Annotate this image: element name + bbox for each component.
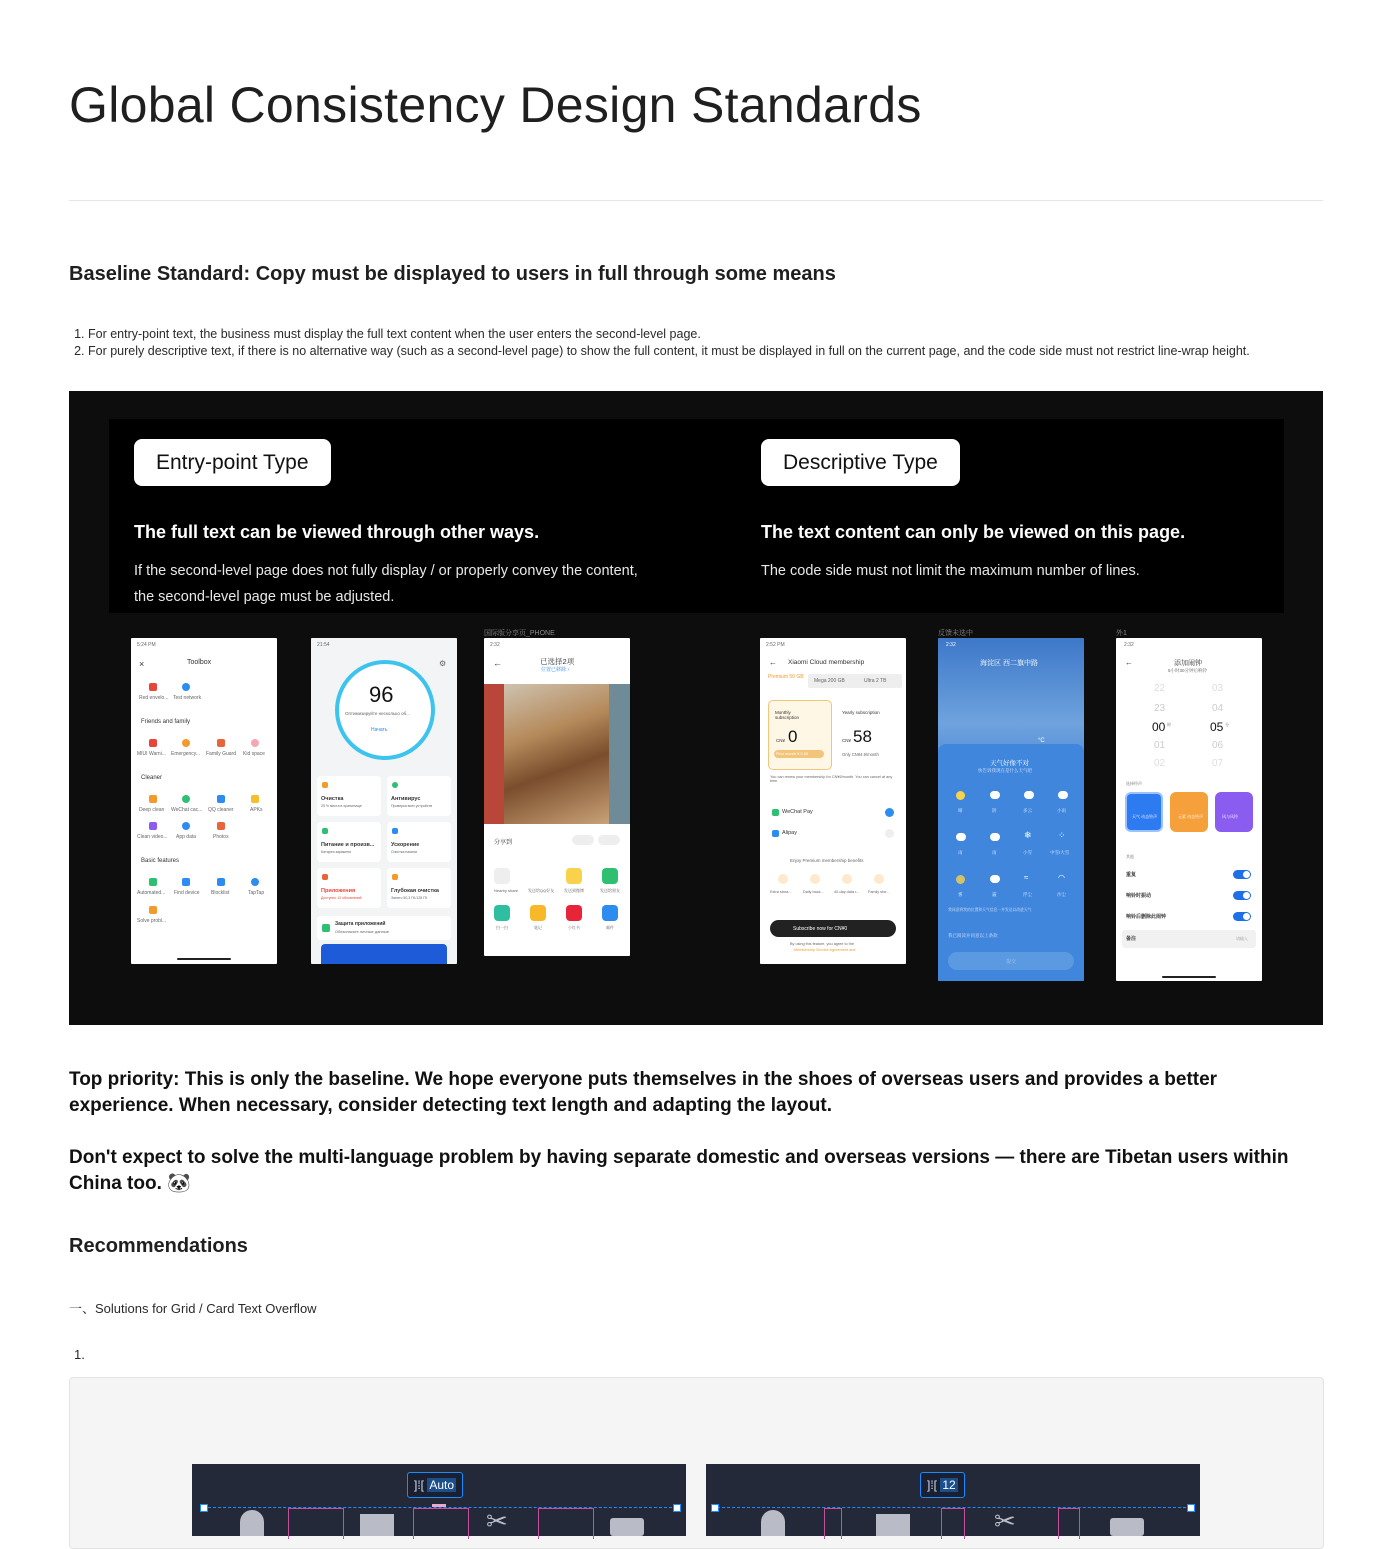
share-caption: 国际版分享页_PHONE (484, 630, 555, 637)
restore-icon (842, 874, 852, 884)
status-time: 5:24 PM (137, 642, 156, 648)
app-label: Nearby share (494, 888, 519, 893)
yearly-price: 58 (853, 727, 872, 746)
back-icon[interactable]: ← (769, 658, 777, 667)
deep-clean-icon (392, 874, 398, 880)
tool-label: Red envelo... (139, 695, 169, 701)
solve-icon (149, 906, 157, 914)
home-indicator (177, 958, 231, 960)
yearly-label: Yearly subscription (842, 710, 880, 715)
ring-wind[interactable] (1215, 792, 1253, 832)
radio-unchecked[interactable] (885, 829, 894, 838)
app-label: 扫一扫 (496, 925, 508, 930)
tile-sub: Занято 50,3 ГБ/128 ГБ (391, 896, 428, 900)
emergency-icon (182, 739, 190, 747)
clean-icon (149, 795, 157, 803)
antivirus-icon (392, 782, 398, 788)
subscribe-label: Subscribe now for CN¥0 (793, 926, 848, 932)
multi-language-paragraph: Don't expect to solve the multi-language problem by having separate domestic and overseas versions — there are Tibetan users within China too. 🐼 (69, 1147, 1289, 1194)
wechat-icon[interactable] (602, 868, 618, 884)
cloud-title: Xiaomi Cloud membership (788, 659, 865, 666)
alarm-caption: 外1 (1116, 630, 1127, 637)
section-friends: Friends and family (141, 719, 191, 725)
find-icon (182, 878, 190, 886)
editor-auto (192, 1464, 686, 1536)
list-item: 1. For entry-point text, the business must display the full text content when the user enters the second-level page. (88, 326, 1338, 343)
auto-icon (149, 878, 157, 886)
weather-label: 雨 (992, 850, 997, 855)
fixed-gap-tag[interactable] (920, 1472, 965, 1498)
share-subtitle: 位置已移除 › (541, 667, 570, 673)
app-label: 小红书 (568, 925, 580, 930)
score-value: 96 (369, 682, 394, 707)
tool-label: Solve probl... (137, 918, 167, 924)
yearly-note: Only CN¥4.9/month (842, 752, 879, 757)
monthly-label: Monthly subscription (775, 710, 800, 720)
apps-icon (322, 874, 328, 880)
cloud-screenshot (760, 638, 906, 964)
hour-selected[interactable]: 00 (1152, 720, 1166, 734)
weibo-icon[interactable] (566, 868, 582, 884)
close-icon: × (139, 659, 145, 669)
status-time: 21:54 (317, 642, 330, 648)
share-to-label: 分享到 (494, 840, 513, 846)
tool-label: Clean video... (137, 834, 168, 840)
tile-title: Питание и произв... (321, 842, 375, 848)
notes-icon[interactable] (530, 905, 546, 921)
wechat-pay-icon (772, 809, 779, 816)
tool-label: Automated... (137, 890, 166, 896)
hour-unit: 时 (1167, 722, 1171, 727)
alarm-screenshot (1116, 638, 1262, 981)
taptap-icon (251, 878, 259, 886)
minute-option[interactable]: 07 (1212, 758, 1224, 769)
weather-label: 阴 (992, 808, 997, 813)
tool-label: Kid space (243, 751, 265, 757)
share-screenshot (484, 638, 630, 956)
app-label: 笔记 (534, 925, 542, 930)
radio-checked[interactable] (885, 808, 894, 817)
weather-caption: 反馈未选中 (938, 630, 973, 637)
priority-paragraph: Top priority: This is only the baseline. We hope everyone puts themselves in the shoes of overseas users and provides a better experience. When necessary, consider detecting text length and adapting the layout. (69, 1069, 1218, 1116)
app-data-icon (182, 822, 190, 830)
qq-icon (217, 795, 225, 803)
eye-toggle[interactable] (572, 835, 594, 845)
terms-link[interactable]: Membership Service Agreement and (794, 948, 856, 952)
agree-checkbox[interactable]: 我已阅读并同意以上条款 (948, 933, 998, 938)
alipay-icon (772, 830, 779, 837)
descriptive-heading: The text content can only be viewed on this page. (761, 522, 1186, 542)
item-frame (941, 1508, 965, 1539)
battery-icon (322, 828, 328, 834)
section-cleaner: Cleaner (141, 775, 163, 781)
nearby-share-icon[interactable] (494, 868, 510, 884)
weather-label: 小雪 (1023, 850, 1032, 855)
block-icon (217, 878, 225, 886)
repeat-toggle[interactable] (1233, 870, 1251, 879)
tile-title: Ускорение (391, 842, 420, 848)
photo-right (609, 684, 630, 824)
weather-label: 中雪/大雪 (1050, 850, 1070, 855)
protect-card (317, 916, 451, 940)
wechat-icon (182, 795, 190, 803)
alarm-title: 添加闹钟 (1174, 660, 1202, 667)
apk-icon (251, 795, 259, 803)
first-month: First month ¥ 0.00 (776, 751, 809, 756)
score-hint: Оптимизируйте несколько об... (345, 711, 410, 716)
item-frame (413, 1508, 469, 1539)
home-indicator (1162, 976, 1216, 978)
kid-icon (251, 739, 259, 747)
tool-label: Test network (173, 695, 202, 701)
sheet-title: 天气好像不对 (990, 760, 1029, 767)
vibrate-label: 响铃时振动 (1126, 893, 1152, 899)
minute-option[interactable]: 04 (1212, 703, 1224, 714)
minute-selected[interactable]: 05 (1210, 720, 1224, 734)
app-label: 邮件 (606, 925, 614, 930)
weather-label: 小雨 (1057, 808, 1066, 813)
clean-icon (322, 782, 328, 788)
play-icon (610, 1518, 644, 1536)
vibrate-toggle[interactable] (1233, 891, 1251, 900)
cast-button[interactable] (598, 835, 620, 845)
photo-main (504, 684, 609, 824)
benefit-label: Daily back... (803, 890, 824, 894)
entry-type-pill: Entry-point Type (134, 439, 331, 486)
fog-icon[interactable] (956, 875, 965, 884)
mail-icon[interactable] (602, 905, 618, 921)
currency: CN¥ (776, 738, 786, 743)
tool-label: App data (176, 834, 197, 840)
list-number: 1. (74, 1347, 85, 1362)
note-label: 备注 (1126, 936, 1137, 942)
editor-fixed (706, 1464, 1200, 1536)
padding-marker (432, 1504, 446, 1507)
bell-icon (240, 1510, 264, 1536)
descriptive-type-pill: Descriptive Type (761, 439, 960, 486)
xiaohongshu-icon[interactable] (566, 905, 582, 921)
resize-handle[interactable] (200, 1504, 208, 1512)
weather-label: 晴 (958, 808, 963, 813)
tile-title: Глубокая очистка (391, 888, 439, 894)
heavy-rain-icon[interactable] (990, 833, 1000, 841)
photos-icon (217, 822, 225, 830)
rain-icon[interactable] (956, 833, 966, 841)
weather-screenshot (938, 638, 1084, 981)
tile-sub: Батарея заряжена (321, 850, 351, 854)
play-icon (1110, 1518, 1144, 1536)
ring-name: 元素 动态铃声 (1178, 814, 1204, 819)
shield-icon (322, 924, 330, 932)
minute-unit: 分 (1225, 722, 1229, 727)
wechat-pay-label[interactable]: WeChat Pay (782, 809, 813, 815)
entry-desc-line2: the second-level page must be adjusted. (134, 589, 395, 605)
hour-option[interactable]: 22 (1154, 683, 1166, 694)
red-envelope-icon (149, 683, 157, 691)
qq-icon[interactable] (530, 868, 546, 884)
divider (69, 200, 1323, 201)
tile-sub: Доступно 12 обновлений (321, 896, 362, 900)
note-placeholder: 请输入 (1236, 936, 1248, 941)
weather-label: 浮尘 (1023, 892, 1032, 897)
section-basic: Basic features (141, 858, 180, 864)
tile-title: Антивирус (391, 796, 421, 802)
app-label: 发送给朋友 (600, 888, 620, 893)
back-icon[interactable]: ← (493, 658, 502, 668)
weather-label: 雨 (958, 850, 963, 855)
snow-icon[interactable]: ❄ (1024, 830, 1032, 840)
item-frame (288, 1508, 344, 1539)
banner (321, 944, 447, 964)
alipay-label[interactable]: Alipay (782, 830, 797, 836)
tool-label: QQ cleaner (208, 807, 234, 813)
family-icon (874, 874, 884, 884)
partly-cloudy-icon[interactable] (1024, 791, 1034, 799)
share-title: 已选择2项 (540, 657, 575, 666)
square-icon (876, 1514, 910, 1536)
toolbox-title: Toolbox (187, 659, 212, 666)
ring-elements[interactable] (1170, 792, 1208, 832)
tool-label: MIUI Warni... (137, 751, 166, 757)
sunny-icon[interactable] (956, 791, 965, 800)
tool-label: TapTap (248, 890, 265, 896)
tile-sub: Очистка памяти (391, 850, 418, 854)
benefit-label: Extra stora... (770, 890, 792, 894)
backup-icon (810, 874, 820, 884)
minute-option[interactable]: 06 (1212, 740, 1224, 751)
ring-weather[interactable] (1125, 792, 1163, 832)
haze-icon[interactable] (990, 875, 1000, 883)
tool-label: Find device (174, 890, 200, 896)
protect-sub: Обезопасьте личные данные (335, 929, 389, 934)
gap-value: 12 (942, 1478, 956, 1492)
city-name: 海淀区 西二旗中路 (980, 660, 1038, 667)
scissors-icon: ✂ (486, 1506, 508, 1536)
item-frame (1058, 1508, 1080, 1539)
ring-name: 天气 动态铃声 (1132, 814, 1158, 819)
recommendations-heading: Recommendations (69, 1235, 248, 1257)
entry-heading: The full text can be viewed through other ways. (134, 522, 540, 542)
cloudy-icon[interactable] (990, 791, 1000, 799)
ring-label: 选择铃声 (1126, 781, 1142, 786)
heavy-snow-icon[interactable]: ⁘ (1058, 830, 1066, 840)
tab-premium[interactable]: Premium 50 GB (768, 674, 804, 680)
dust-icon[interactable]: ≈ (1024, 873, 1029, 882)
renew-note: You can renew your membership for CN¥6/month. You can cancel at any time. (770, 775, 893, 783)
status-time: 2:32 (946, 642, 956, 648)
currency: CN¥ (842, 738, 852, 743)
network-icon (182, 683, 190, 691)
tile-title: Приложения (321, 888, 356, 894)
tool-label: Blocklist (211, 890, 230, 896)
auto-layout-tag[interactable] (407, 1472, 463, 1498)
hour-option[interactable]: 01 (1154, 740, 1166, 751)
tool-label: Deep clean (139, 807, 165, 813)
resize-handle[interactable] (711, 1504, 719, 1512)
tool-label: Emergency... (171, 751, 201, 757)
tool-label: Family Guard (206, 751, 237, 757)
tile-sub: 25 % места в хранилище (321, 804, 362, 808)
gap-icon: ]⁞[ (414, 1478, 425, 1492)
sheet-sub: 快告诉我现在是什么天气吧 (978, 768, 1032, 773)
delete-toggle[interactable] (1233, 912, 1251, 921)
submit-label: 提交 (1006, 959, 1017, 965)
bell-icon (761, 1510, 785, 1536)
tile-title: Очистка (321, 796, 344, 802)
monthly-price: 0 (788, 727, 798, 746)
resize-handle[interactable] (673, 1504, 681, 1512)
benefit-label: 40-day data r... (834, 890, 860, 894)
other-label: 其他 (1126, 854, 1134, 859)
toolbox-screenshot (131, 638, 277, 964)
status-time: 2:32 (1124, 642, 1134, 648)
ring-name: 风与风铃 (1222, 814, 1238, 819)
gap-value: Auto (429, 1478, 455, 1492)
settings-icon: ⚙ (439, 659, 447, 668)
weather-label: 沙尘 (1057, 892, 1066, 897)
scissors-icon: ✂ (994, 1506, 1016, 1536)
warning-icon (149, 739, 157, 747)
sand-icon[interactable]: ◠ (1058, 873, 1065, 882)
tool-label: APKs (250, 807, 263, 813)
tab-ultra[interactable]: Ultra 2 TB (864, 678, 887, 684)
tile-sub: Проверка всех устройств (391, 804, 432, 808)
status-time: 2:32 (490, 642, 500, 648)
baseline-list (69, 326, 1338, 360)
family-icon (217, 739, 225, 747)
descriptive-desc: The code side must not limit the maximum number of lines. (761, 563, 1140, 579)
square-icon (360, 1514, 394, 1536)
app-label: 发送给QQ好友 (528, 888, 555, 893)
storage-icon (778, 874, 788, 884)
protect-title: Защита приложений (335, 921, 386, 927)
boost-icon (392, 828, 398, 834)
video-icon (149, 822, 157, 830)
weather-label: 雾 (958, 892, 963, 897)
consent-note: 我同意将我的位置和天气信息一并发送以改进天气 (948, 908, 1032, 912)
terms-line: By using this feature, you agree to the (790, 942, 854, 946)
item-frame (824, 1508, 842, 1539)
tab-mega[interactable]: Mega 200 GB (814, 678, 845, 684)
light-rain-icon[interactable] (1058, 791, 1068, 799)
app-label: 发送到微博 (564, 888, 584, 893)
delete-label: 响铃后删除此闹钟 (1126, 914, 1167, 920)
start-button[interactable]: Начать (371, 727, 388, 733)
benefit-label: Family stor... (868, 890, 890, 894)
baseline-heading: Baseline Standard: Copy must be displayed to users in full through some means (69, 263, 836, 285)
weather-label: 霾 (992, 892, 997, 897)
resize-handle[interactable] (1187, 1504, 1195, 1512)
weather-label: 多云 (1023, 808, 1032, 813)
temperature: °C (1038, 738, 1045, 744)
benefits-title: Enjoy Premium membership benefits (790, 858, 864, 863)
solution-title: 一、Solutions for Grid / Card Text Overflow (69, 1301, 317, 1316)
back-icon[interactable]: ← (1125, 658, 1133, 667)
page-title: Global Consistency Design Standards (69, 77, 922, 133)
tool-label: Photos (213, 834, 229, 840)
tool-label: WeChat cac... (171, 807, 203, 813)
feedback-sheet (938, 744, 1084, 981)
security-screenshot (311, 638, 457, 964)
photo-left (484, 684, 504, 824)
scan-icon[interactable] (494, 905, 510, 921)
status-time: 2:52 PM (766, 642, 785, 648)
entry-desc-line1: If the second-level page does not fully display / or properly convey the content, (134, 563, 638, 579)
item-frame (538, 1508, 594, 1539)
hour-option[interactable]: 23 (1154, 703, 1166, 714)
score-ring (335, 660, 435, 760)
list-item: 2. For purely descriptive text, if there is no alternative way (such as a second-level page) to show the full content, it must be displayed in full on the current page, and the code side must not restrict line-wrap height. (88, 343, 1338, 360)
hour-option[interactable]: 02 (1154, 758, 1166, 769)
minute-option[interactable]: 03 (1212, 683, 1224, 694)
repeat-label: 重复 (1126, 872, 1137, 878)
gap-icon: ]⁞[ (927, 1478, 938, 1492)
alarm-subtitle: 5小时30分钟后响铃 (1168, 668, 1208, 673)
